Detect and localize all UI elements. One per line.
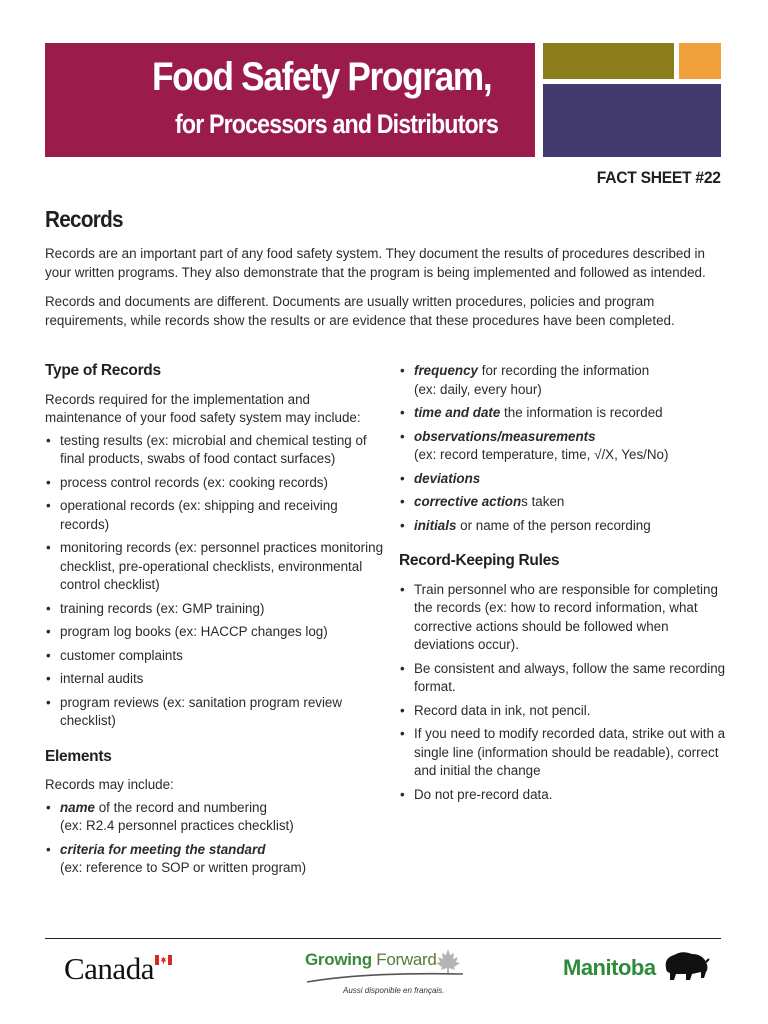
banner-title: Food Safety Program,: [152, 55, 492, 99]
list-item: • program reviews (ex: sanitation program review checklist): [45, 694, 385, 731]
record-keeping-heading: Record-Keeping Rules: [399, 552, 560, 569]
list-item: • Record data in ink, not pencil.: [399, 702, 729, 721]
banner-olive-block: [543, 43, 674, 79]
list-item: • deviations: [399, 470, 729, 489]
left-column: [45, 362, 385, 883]
growing-word: Growing: [305, 950, 372, 969]
record-keeping-list: [399, 581, 729, 805]
banner-orange-block: [679, 43, 721, 79]
elements-list-left: [45, 799, 385, 878]
list-item: • process control records (ex: cooking records): [45, 474, 385, 493]
elements-list-right: [399, 362, 729, 535]
intro-paragraph-2: Records and documents are different. Documents are usually written procedures, policies and program requirements, while records show the results or are evidence that these procedures have been completed.: [45, 294, 675, 328]
header-banner: [45, 43, 721, 157]
list-item: • name of the record and numbering (ex: R2.4 personnel practices checklist): [45, 799, 385, 836]
list-item: • Be consistent and always, follow the same recording format.: [399, 660, 729, 697]
list-item: • criteria for meeting the standard (ex: reference to SOP or written program): [45, 841, 385, 878]
list-item: • time and date the information is recorded: [399, 404, 729, 423]
type-of-records-lead: Records required for the implementation and maintenance of your food safety system may include:: [45, 391, 361, 425]
list-item: • testing results (ex: microbial and chemical testing of final products, swabs of food contact surfaces): [45, 432, 385, 469]
list-item: • observations/measurements (ex: record temperature, time, √/X, Yes/No): [399, 428, 729, 465]
list-item: • If you need to modify recorded data, strike out with a single line (information should be readable), correct and initial the change: [399, 725, 729, 781]
list-item: • program log books (ex: HACCP changes log): [45, 623, 385, 642]
list-item: • corrective actions taken: [399, 493, 729, 512]
banner-subtitle: for Processors and Distributors: [175, 109, 499, 139]
list-item: • operational records (ex: shipping and receiving records): [45, 497, 385, 534]
type-of-records-heading: Type of Records: [45, 362, 161, 379]
growing-forward-logo: [305, 950, 470, 1000]
list-item: • Train personnel who are responsible for completing the records (ex: how to record information, what corrective actions should be followed when deviations occur).: [399, 581, 729, 655]
bison-icon: [662, 948, 710, 982]
canada-flag-icon: [155, 955, 172, 965]
swoosh-icon: [305, 970, 465, 984]
type-of-records-list: [45, 432, 385, 731]
forward-word: Forward: [376, 950, 437, 969]
fact-sheet-number: FACT SHEET #22: [597, 168, 721, 187]
footer-divider: [45, 938, 721, 939]
list-item: • frequency for recording the information (ex: daily, every hour): [399, 362, 729, 399]
list-item: • training records (ex: GMP training): [45, 600, 385, 619]
banner-purple-block: [543, 84, 721, 157]
list-item: • monitoring records (ex: personnel practices monitoring checklist, pre-operational checklists, environmental control checklist): [45, 539, 385, 595]
intro-paragraph-1: Records are an important part of any food safety system. They document the results of procedures described in your written programs. They also demonstrate that the program is being implemented and followed as intended.: [45, 246, 706, 280]
french-availability-note: Aussi disponible en français.: [343, 986, 445, 995]
list-item: • Do not pre-record data.: [399, 786, 729, 805]
page-title: Records: [45, 206, 123, 232]
elements-lead: Records may include:: [45, 777, 174, 792]
list-item: • initials or name of the person recording: [399, 517, 729, 536]
elements-heading: Elements: [45, 747, 112, 765]
list-item: • internal audits: [45, 670, 385, 689]
right-column: [399, 362, 729, 809]
canada-wordmark: Canada: [64, 951, 154, 986]
banner-maroon-block: [45, 43, 535, 157]
manitoba-wordmark: Manitoba: [563, 955, 656, 980]
list-item: • customer complaints: [45, 647, 385, 666]
